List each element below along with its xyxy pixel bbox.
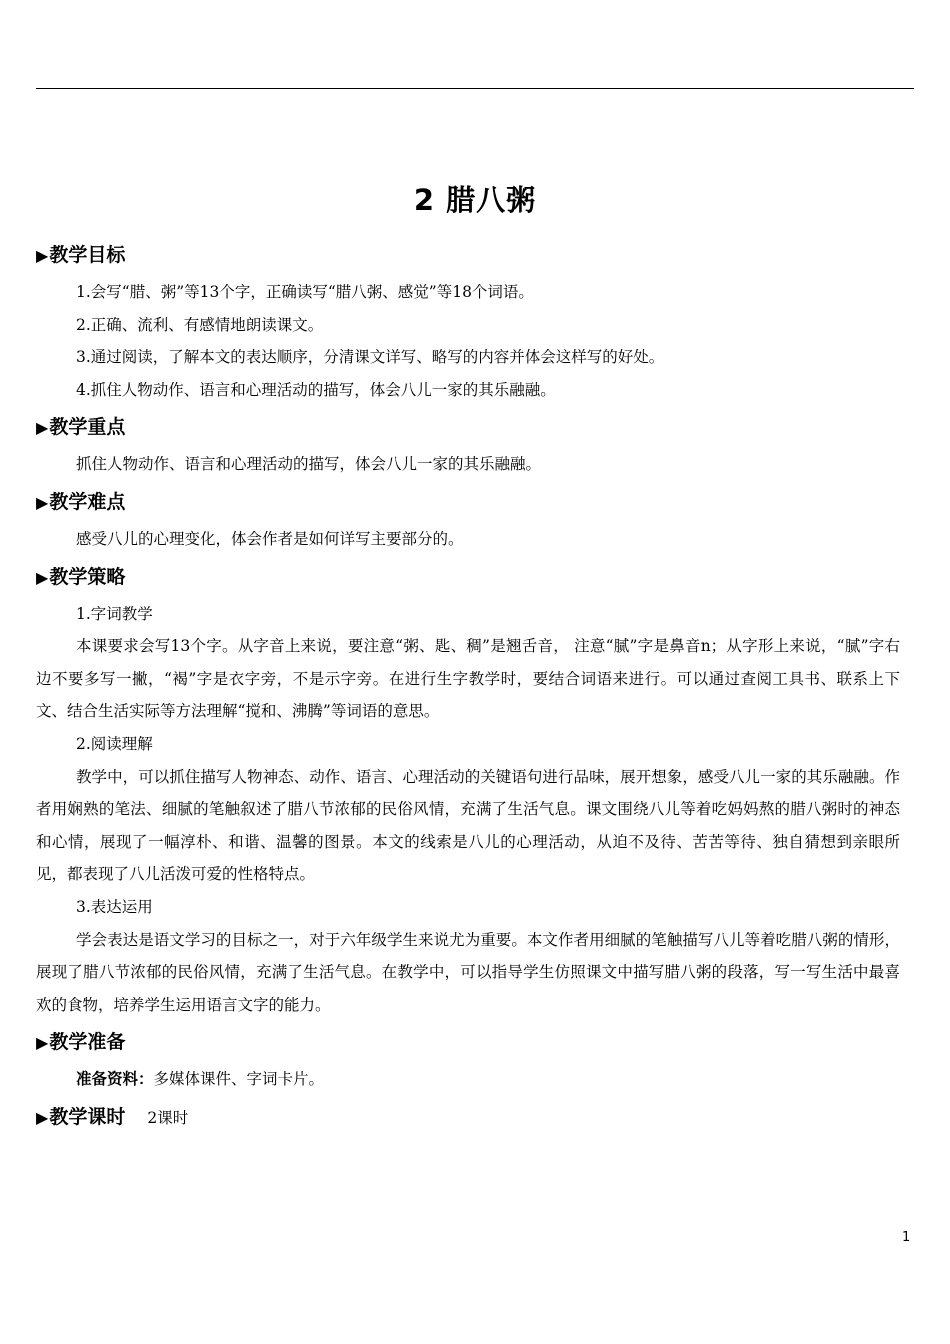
page-number: 1 <box>902 1230 911 1245</box>
triangle-bullet-icon: ▶ <box>36 1033 49 1053</box>
section-heading-strategy: ▶教学策略 <box>36 565 126 588</box>
strategy-paragraph: 学会表达是语文学习的目标之一，对于六年级学生来说尤为重要。本文作者用细腻的笔触描写八儿等着吃腊八粥的情形，展现了腊八节浓郁的民俗风情，充满了生活气息。在教学中，可以指导学生仿照课文中描写腊八粥的段落，写一写生活中最喜欢的食物，培养学生运用语言文字的能力。 <box>36 930 900 1014</box>
strategy-subtitle: 2.阅读理解 <box>76 734 153 753</box>
section-heading-preparation: ▶教学准备 <box>36 1031 126 1054</box>
triangle-bullet-icon: ▶ <box>36 492 49 512</box>
section-heading-goals: ▶教学目标 <box>36 244 126 266</box>
triangle-bullet-icon: ▶ <box>36 567 49 587</box>
section-heading-difficulty: ▶教学难点 <box>36 490 126 513</box>
strategy-paragraph: 教学中，可以抓住描写人物神态、动作、语言、心理活动的关键语句进行品味，展开想象，感受八儿一家的其乐融融。作者用娴熟的笔法、细腻的笔触叙述了腊八节浓郁的民俗风情，充满了生活气息。课文围绕八儿等着吃妈妈熬的腊八粥时的神态和心情，展现了一幅淳朴、和谐、温馨的图景。本文的线索是八儿的心理活动，从迫不及待、苦苦等待、独自猜想到亲眼所见，都表现了八儿活泼可爱的性格特点。 <box>36 767 900 884</box>
preparation-label: 准备资料： <box>76 1069 154 1089</box>
preparation-text: 多媒体课件、字词卡片。 <box>153 1070 325 1089</box>
section-heading-focus: ▶教学重点 <box>36 416 126 439</box>
focus-text: 抓住人物动作、语言和心理活动的描写，体会八儿一家的其乐融融。 <box>76 455 542 474</box>
strategy-subtitle: 3.表达运用 <box>76 897 153 916</box>
strategy-subtitle: 1.字词教学 <box>76 604 153 623</box>
goal-item: 4.抓住人物动作、语言和心理活动的描写，体会八儿一家的其乐融融。 <box>76 380 556 399</box>
triangle-bullet-icon: ▶ <box>36 418 49 438</box>
section-heading-periods: ▶教学课时 2课时 <box>36 1105 189 1128</box>
triangle-bullet-icon: ▶ <box>36 1107 49 1127</box>
goal-item: 1.会写“腊、粥”等13个字，正确读写“腊八粥、感觉”等18个词语。 <box>76 283 534 301</box>
header-rule <box>36 88 914 89</box>
goal-item: 3.通过阅读，了解本文的表达顺序，分清课文详写、略写的内容并体会这样写的好处。 <box>76 348 665 367</box>
page-title: 2 腊八粥 <box>413 183 537 217</box>
triangle-bullet-icon: ▶ <box>36 246 49 265</box>
difficulty-text: 感受八儿的心理变化，体会作者是如何详写主要部分的。 <box>76 529 464 548</box>
goal-item: 2.正确、流利、有感情地朗读课文。 <box>76 315 324 334</box>
strategy-paragraph: 本课要求会写13个字。从字音上来说，要注意“粥、匙、稠”是翘舌音， 注意“腻”字是鼻音n；从字形上来说，“腻”字右边不要多写一撇，“褐”字是衣字旁，不是示字旁。在进行生字教学时，要结合词语来进行。可以通过查阅工具书、联系上下文、结合生活实际等方法理解“搅和、沸腾”等词语的意思。 <box>36 637 900 721</box>
periods-value: 2课时 <box>147 1108 189 1127</box>
lesson-plan-body <box>36 236 900 1138</box>
preparation-line <box>36 1063 900 1096</box>
